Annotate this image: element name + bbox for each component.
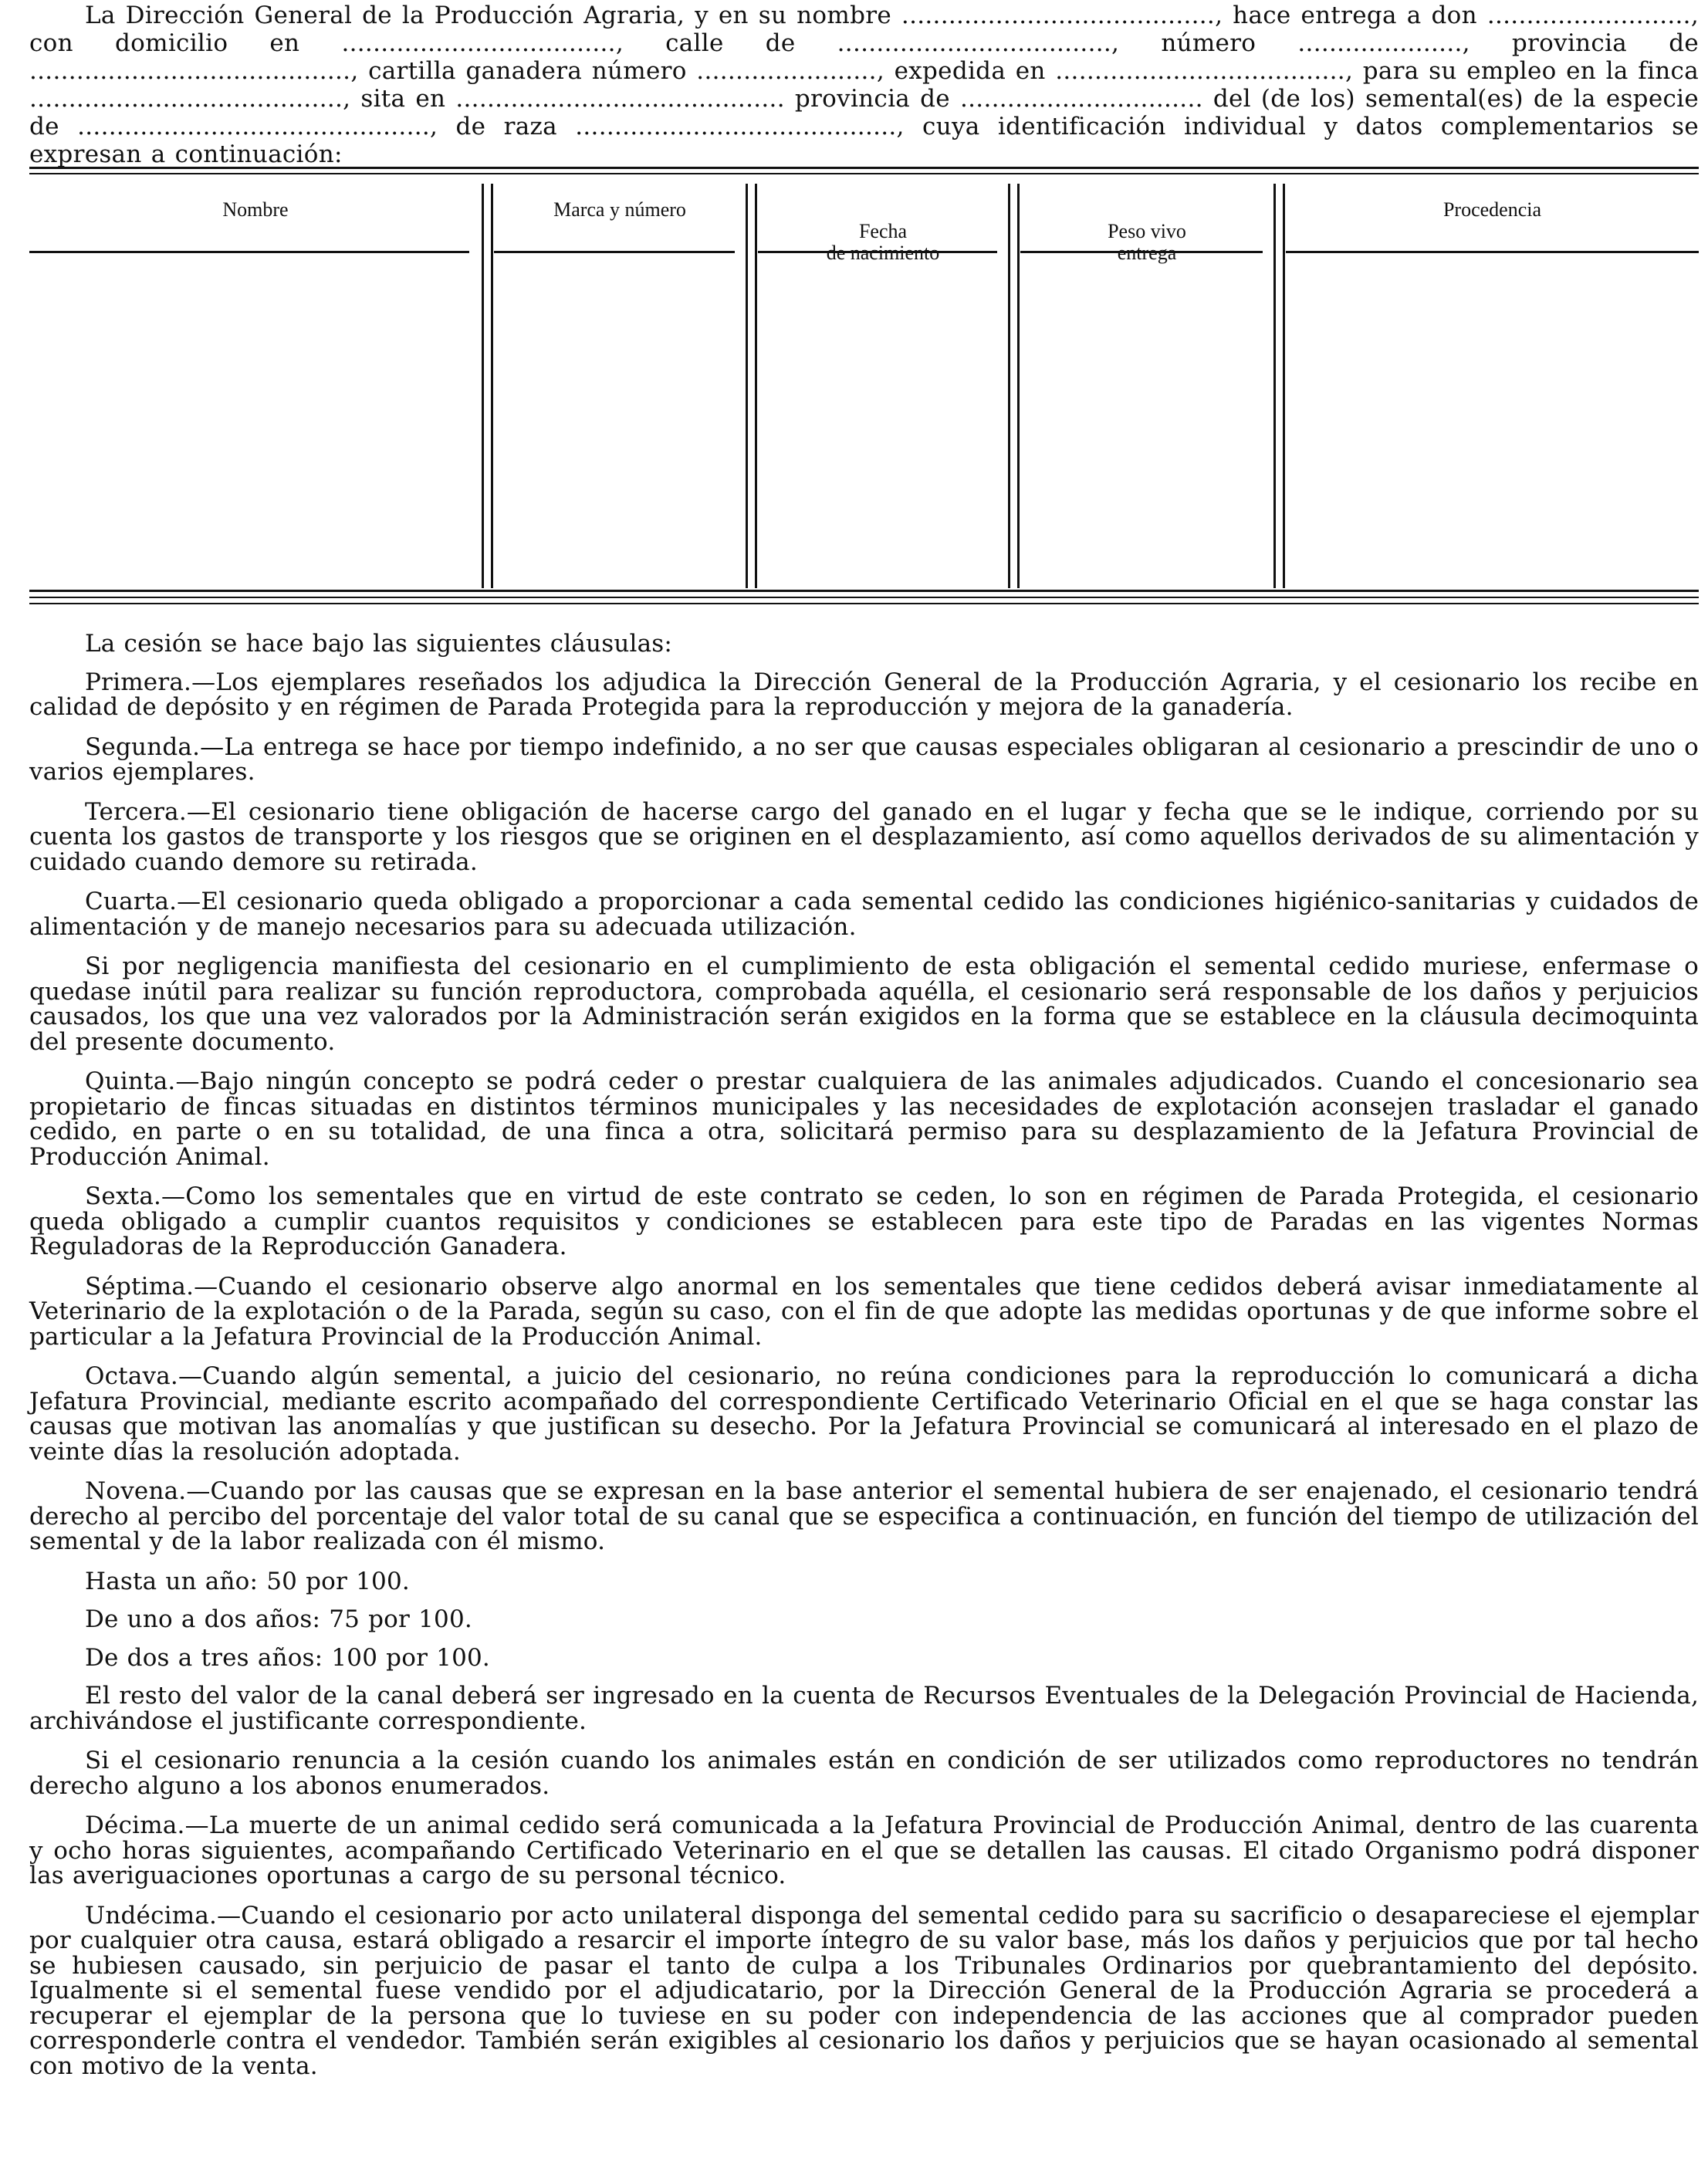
clause-resto-valor: El resto del valor de la canal deberá ser ingresado en la cuenta de Recursos Eventuales de la Delegación Provincial de Hacienda, archivándose el justificante correspondiente. [29,1682,1699,1735]
percentage-item: De dos a tres años: 100 por 100. [85,1643,490,1672]
header-label: Fecha de nacimiento [826,220,940,264]
clauses-section [29,631,1699,2093]
column-divider [746,184,748,588]
column-header-procedencia [1286,199,1699,221]
column-header-peso [1020,199,1273,264]
column-header-fecha [758,199,1008,264]
table-bottom-rule [29,590,1699,592]
table-top-rule-2 [29,173,1699,174]
intro-paragraph: La Dirección General de la Producción Agraria, y en su nombre ........................................, hace entrega a don .........................., con domicilio en ..................................., calle de ..................................., número ....................., provincia de ........................................., cartilla ganadera número ......................., expedida en ....................................., para su empleo en la finca ........................................, sita en .......................................... provincia de ............................... del (de los) semental(es) de la especie de ............................................., de raza ........................................., cuya identificación individual y datos complementarios se expresan a continuación: [29,2,1699,168]
clause-cuarta-negligencia: Si por negligencia manifiesta del cesionario en el cumplimiento de esta obligación el semental cedido muriese, enfermase o quedase inútil para realizar su función reproductora, comprobada aquélla, el cesionario será responsable de los daños y perjuicios causados, los que una vez valorados por la Administración serán exigidos en la forma que se establece en la cláusula decimoquinta del presente documento. [29,952,1699,1056]
clause-primera: Primera.—Los ejemplares reseñados los adjudica la Dirección General de la Producción Agraria, y el cesionario los recibe en calidad de depósito y en régimen de Parada Protegida para la reproducción y mejora de la ganadería. [29,668,1699,721]
clause-novena: Novena.—Cuando por las causas que se expresan en la base anterior el semental hubiera de ser enajenado, el cesionario tendrá derecho al percibo del porcentaje del valor total de su canal que se especifica a continuación, en función del tiempo de utilización del semental y de la labor realizada con él mismo. [29,1477,1699,1555]
clause-segunda: Segunda.—La entrega se hace por tiempo indefinido, a no ser que causas especiales obligaran al cesionario a prescindir de uno o varios ejemplares. [29,732,1699,786]
clause-octava: Octava.—Cuando algún semental, a juicio del cesionario, no reúna condiciones para la reproducción lo comunicará a dicha Jefatura Provincial, mediante escrito acompañado del correspondiente Certificado Veterinario Oficial en el que se haga constar las causas que motivan las anomalías y que justifican su desecho. Por la Jefatura Provincial se comunicará al interesado en el plazo de veinte días la resolución adoptada. [29,1362,1699,1466]
clause-undecima: Undécima.—Cuando el cesionario por acto unilateral disponga del semental cedido para su sacrificio o desapareciese el ejemplar por cualquier otra causa, estará obligado a resarcir el importe íntegro de su valor base, más los daños y perjuicios que por tal hecho se hubiesen causado, sin perjuicio de pasar el tanto de culpa a los Tribunales Ordinarios por quebrantamiento del depósito. Igualmente si el semental fuese vendido por el adjudicatario, por la Dirección General de la Producción Agraria se procederá a recuperar el ejemplar de la persona que lo tuviese en su poder con independencia de las acciones que al comprador pueden corresponderle contra el vendedor. También serán exigibles al cesionario los daños y perjuicios que se hayan ocasionado al semental con motivo de la venta. [29,1901,1699,2080]
column-divider [1017,184,1020,588]
column-header-marca [494,199,746,221]
column-divider [1008,184,1010,588]
clause-renuncia: Si el cesionario renuncia a la cesión cuando los animales están en condición de ser utilizados como reproductores no tendrán derecho alguno a los abonos enumerados. [29,1747,1699,1800]
table-top-rule [29,167,1699,169]
clause-sexta: Sexta.—Como los sementales que en virtud de este contrato se ceden, lo son en régimen de Parada Protegida, el cesionario queda obligado a cumplir cuantos requisitos y condiciones se establecen para este tipo de Paradas en las vigentes Normas Reguladoras de la Reproducción Ganadera. [29,1182,1699,1260]
clause-quinta: Quinta.—Bajo ningún concepto se podrá ceder o prestar cualquiera de las animales adjudicados. Cuando el concesionario sea propietario de fincas situadas en distintos términos municipales y las necesidades de explotación aconsejen trasladar el ganado cedido, en parte o en su totalidad, de una finca a otra, solicitará permiso para su desplazamiento de la Jefatura Provincial de Producción Animal. [29,1067,1699,1171]
column-divider [1273,184,1276,588]
intro-section [29,2,1699,168]
header-underline [1020,251,1263,253]
column-divider [491,184,493,588]
column-divider [482,184,484,588]
clauses-intro: La cesión se hace bajo las siguientes cláusulas: [85,630,673,658]
table-bottom-rule-3 [29,603,1699,604]
clause-septima: Séptima.—Cuando el cesionario observe algo anormal en los sementales que tiene cedidos deberá avisar inmediatamente al Veterinario de la explotación o de la Parada, según su caso, con el fin de que adopte las medidas oportunas y de que informe sobre el particular a la Jefatura Provincial de la Producción Animal. [29,1272,1699,1351]
header-label: Peso vivo entrega [1108,220,1186,264]
percentage-item: De uno a dos años: 75 por 100. [85,1605,472,1633]
clause-tercera: Tercera.—El cesionario tiene obligación de hacerse cargo del ganado en el lugar y fecha que se le indique, corriendo por su cuenta los gastos de transporte y los riesgos que se originen en el desplazamiento, así como aquellos derivados de su alimentación y cuidado cuando demore su retirada. [29,797,1699,876]
column-divider [1283,184,1285,588]
table-bottom-rule-2 [29,597,1699,598]
header-label: Nombre [222,198,289,221]
header-label: Procedencia [1442,198,1542,221]
header-underline [494,251,735,253]
clause-cuarta: Cuarta.—El cesionario queda obligado a proporcionar a cada semental cedido las condiciones higiénico-sanitarias y cuidados de alimentación y de manejo necesarios para su adecuada utilización. [29,888,1699,941]
header-underline [1286,251,1699,253]
percentage-item: Hasta un año: 50 por 100. [85,1567,410,1595]
header-underline [758,251,997,253]
clause-decima: Décima.—La muerte de un animal cedido será comunicada a la Jefatura Provincial de Producción Animal, dentro de las cuarenta y ocho horas siguientes, acompañando Certificado Veterinario en el que se detallen las causas. El citado Organismo podrá disponer las averiguaciones oportunas a cargo de su personal técnico. [29,1811,1699,1889]
header-label: Marca y número [553,198,686,221]
column-divider [755,184,757,588]
column-header-nombre [29,199,482,221]
header-underline [29,251,469,253]
